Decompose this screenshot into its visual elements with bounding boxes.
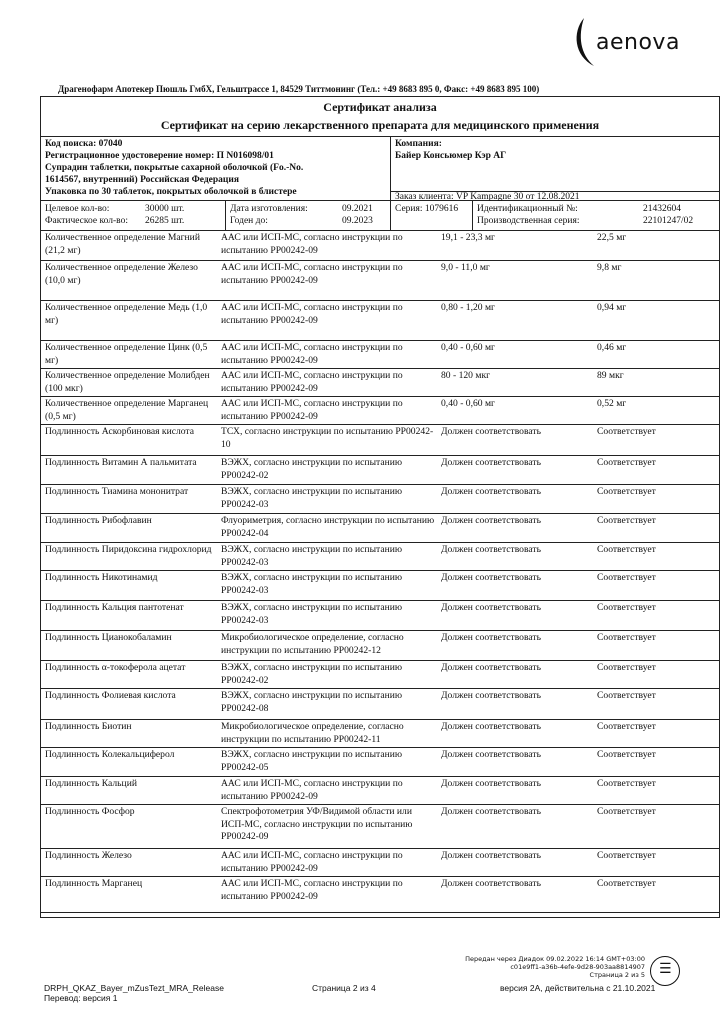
test-specification: Должен соответствовать	[441, 426, 541, 437]
test-name: Подлинность Марганец	[45, 878, 143, 889]
table-row	[41, 777, 719, 805]
table-row	[41, 485, 719, 514]
test-specification: Должен соответствовать	[441, 806, 541, 817]
client-order: Заказ клиента: VP Kampagne 30 от 12.08.2021	[391, 191, 719, 203]
test-method: ААС или ИСП-МС, согласно инструкции по испытанию PP00242-09	[221, 778, 403, 802]
exp-date-value: 09.2023	[342, 216, 373, 226]
test-specification: Должен соответствовать	[441, 749, 541, 760]
test-method: ТСХ, согласно инструкции по испытанию PP00242-10	[221, 426, 434, 450]
test-name: Количественное определение Железо (10,0 мг)	[45, 262, 198, 286]
test-result: Соответствует	[597, 515, 656, 526]
test-name: Подлинность Железо	[45, 850, 132, 861]
test-result: Соответствует	[597, 749, 656, 760]
document-stamp-icon: ☰	[650, 956, 680, 986]
test-result: Соответствует	[597, 486, 656, 497]
test-specification: Должен соответствовать	[441, 486, 541, 497]
product-name-line1: Супрадин таблетки, покрытые сахарной оболочкой (Fo.-No.	[45, 163, 304, 173]
table-row	[41, 543, 719, 571]
test-name: Количественное определение Медь (1,0 мг)	[45, 302, 208, 326]
test-specification: 9,0 - 11,0 мг	[441, 262, 490, 273]
test-specification: Должен соответствовать	[441, 850, 541, 861]
table-row	[41, 301, 719, 341]
company-value: Байер Консьюмер Кэр АГ	[395, 151, 507, 161]
table-row	[41, 849, 719, 877]
test-method: ААС или ИСП-МС, согласно инструкции по испытанию PP00242-09	[221, 850, 403, 874]
test-name: Подлинность Тиамина мононитрат	[45, 486, 189, 497]
test-method: Флуориметрия, согласно инструкции по испытанию PP00242-04	[221, 515, 435, 539]
test-result: Соответствует	[597, 426, 656, 437]
test-method: ААС или ИСП-МС, согласно инструкции по испытанию PP00242-09	[221, 232, 403, 256]
table-row	[41, 261, 719, 301]
production-batch-label: Производственная серия:	[477, 216, 580, 226]
certificate-subtitle: Сертификат на серию лекарственного препарата для медицинского применения	[160, 118, 600, 132]
footer-version: версия 2А, действительна с 21.10.2021	[500, 983, 656, 993]
table-row	[41, 456, 719, 485]
table-row	[41, 720, 719, 748]
certificate-title: Сертификат анализа	[323, 100, 437, 114]
test-method: Микробиологическое определение, согласно инструкции по испытанию PP00242-11	[221, 721, 404, 745]
company-address-line: Драгенофарм Апотекер Пюшль ГмбХ, Гельштрассе 1, 84529 Титтмонинг (Тел.: +49 8683 895 0, Факс: +49 8683 895 100)	[58, 84, 540, 94]
test-result: Соответствует	[597, 544, 656, 555]
registration-number: Регистрационное удостоверение номер: П N016098/01	[45, 151, 274, 161]
id-cell	[473, 201, 719, 231]
test-result: 89 мкг	[597, 370, 624, 381]
test-method: ВЭЖХ, согласно инструкции по испытанию PP00242-02	[221, 662, 403, 686]
table-row	[41, 805, 719, 849]
production-batch-value: 22101247/02	[643, 216, 694, 226]
table-row	[41, 397, 719, 425]
table-row	[41, 425, 719, 456]
id-label: Идентификационный №:	[477, 204, 578, 214]
test-results-table	[41, 231, 719, 913]
table-row	[41, 341, 719, 369]
target-qty-value: 30000 шт.	[145, 204, 185, 214]
target-qty-label: Целевое кол-во:	[45, 204, 110, 214]
test-specification: 0,40 - 0,60 мг	[441, 342, 495, 353]
table-row	[41, 514, 719, 543]
table-row	[41, 369, 719, 397]
company-info	[391, 137, 719, 201]
stamp-line3: Страница 2 из 5	[589, 971, 645, 979]
company-label: Компания:	[395, 139, 442, 149]
test-result: Соответствует	[597, 878, 656, 889]
stamp-line2: c01e9ff1-a36b-4efe-9d28-903aa8814907	[510, 963, 645, 971]
quantity-labels	[41, 201, 226, 231]
test-specification: Должен соответствовать	[441, 572, 541, 583]
batch-number: Серия: 1079616	[395, 204, 459, 214]
table-row	[41, 748, 719, 777]
stamp-line1: Передан через Диадок 09.02.2022 16:14 GMT+03:00	[465, 955, 645, 963]
test-method: ААС или ИСП-МС, согласно инструкции по испытанию PP00242-09	[221, 398, 403, 422]
test-specification: 80 - 120 мкг	[441, 370, 491, 381]
test-specification: Должен соответствовать	[441, 632, 541, 643]
test-name: Подлинность Биотин	[45, 721, 132, 732]
test-result: Соответствует	[597, 721, 656, 732]
test-name: Подлинность α-токоферола ацетат	[45, 662, 186, 673]
test-specification: 19,1 - 23,3 мг	[441, 232, 495, 243]
date-cell	[226, 201, 391, 231]
test-specification: Должен соответствовать	[441, 778, 541, 789]
test-result: Соответствует	[597, 662, 656, 673]
search-code: Код поиска: 07040	[45, 139, 123, 149]
test-result: 0,46 мг	[597, 342, 627, 353]
mfg-date-value: 09.2021	[342, 204, 373, 214]
test-method: ААС или ИСП-МС, согласно инструкции по испытанию PP00242-09	[221, 878, 403, 902]
test-result: 22,5 мг	[597, 232, 627, 243]
test-specification: 0,40 - 0,60 мг	[441, 398, 495, 409]
test-result: Соответствует	[597, 602, 656, 613]
test-name: Подлинность Рибофлавин	[45, 515, 152, 526]
table-row	[41, 601, 719, 631]
test-specification: Должен соответствовать	[441, 602, 541, 613]
footer-left	[44, 983, 224, 1003]
table-row	[41, 631, 719, 661]
test-result: 0,52 мг	[597, 398, 627, 409]
test-result: Соответствует	[597, 457, 656, 468]
test-method: ААС или ИСП-МС, согласно инструкции по испытанию PP00242-09	[221, 262, 403, 286]
edo-transfer-stamp	[430, 955, 645, 979]
product-name-line2: 1614567, внутренний) Российская Федерация	[45, 175, 239, 185]
batch-cell	[391, 201, 473, 231]
aenova-logo	[570, 14, 695, 72]
test-method: ВЭЖХ, согласно инструкции по испытанию PP00242-05	[221, 749, 403, 773]
test-name: Количественное определение Молибден (100 мкг)	[45, 370, 210, 394]
test-result: Соответствует	[597, 778, 656, 789]
test-name: Подлинность Цианокобаламин	[45, 632, 172, 643]
test-name: Подлинность Кальция пантотенат	[45, 602, 184, 613]
test-specification: Должен соответствовать	[441, 878, 541, 889]
test-method: ВЭЖХ, согласно инструкции по испытанию PP00242-08	[221, 690, 403, 714]
table-row	[41, 661, 719, 689]
test-name: Подлинность Колекальциферол	[45, 749, 175, 760]
certificate-header	[41, 97, 719, 137]
test-specification: Должен соответствовать	[441, 721, 541, 732]
test-method: Спектрофотометрия УФ/Видимой области или ИСП-МС, согласно инструкции по испытанию PP00242-09	[221, 806, 413, 842]
test-result: Соответствует	[597, 690, 656, 701]
exp-date-label: Годен до:	[230, 216, 268, 226]
test-result: Соответствует	[597, 632, 656, 643]
test-method: ВЭЖХ, согласно инструкции по испытанию PP00242-03	[221, 486, 403, 510]
test-name: Подлинность Фолиевая кислота	[45, 690, 176, 701]
table-row	[41, 689, 719, 720]
test-name: Количественное определение Цинк (0,5 мг)	[45, 342, 208, 366]
actual-qty-value: 26285 шт.	[145, 216, 185, 226]
quantity-row	[41, 201, 719, 231]
test-specification: 0,80 - 1,20 мг	[441, 302, 495, 313]
test-result: Соответствует	[597, 572, 656, 583]
test-name: Подлинность Пиридоксина гидрохлорид	[45, 544, 212, 555]
test-name: Подлинность Аскорбиновая кислота	[45, 426, 194, 437]
test-specification: Должен соответствовать	[441, 544, 541, 555]
footer-translation: Перевод: версия 1	[44, 993, 118, 1003]
mfg-date-label: Дата изготовления:	[230, 204, 308, 214]
test-name: Подлинность Кальций	[45, 778, 137, 789]
footer-page-number: Страница 2 из 4	[312, 983, 376, 993]
table-row	[41, 571, 719, 601]
test-method: ААС или ИСП-МС, согласно инструкции по испытанию PP00242-09	[221, 302, 403, 326]
id-value: 21432604	[643, 204, 681, 214]
packaging-info: Упаковка по 30 таблеток, покрытых оболочкой в блистере	[45, 187, 297, 197]
test-method: ВЭЖХ, согласно инструкции по испытанию PP00242-03	[221, 544, 403, 568]
test-result: 9,8 мг	[597, 262, 622, 273]
footer-doc-id: DRPH_QKAZ_Bayer_mZusTezt_MRA_Release	[44, 983, 224, 993]
test-method: ААС или ИСП-МС, согласно инструкции по испытанию PP00242-09	[221, 342, 403, 366]
table-row	[41, 231, 719, 261]
test-specification: Должен соответствовать	[441, 515, 541, 526]
test-name: Подлинность Никотинамид	[45, 572, 158, 583]
test-result: 0,94 мг	[597, 302, 627, 313]
test-method: ААС или ИСП-МС, согласно инструкции по испытанию PP00242-09	[221, 370, 403, 394]
logo-text: aenova	[596, 30, 680, 55]
test-name: Количественное определение Марганец (0,5 мг)	[45, 398, 209, 422]
test-method: ВЭЖХ, согласно инструкции по испытанию PP00242-03	[221, 602, 403, 626]
table-row	[41, 877, 719, 913]
test-result: Соответствует	[597, 850, 656, 861]
test-method: Микробиологическое определение, согласно инструкции по испытанию PP00242-12	[221, 632, 404, 656]
test-method: ВЭЖХ, согласно инструкции по испытанию PP00242-02	[221, 457, 403, 481]
test-name: Подлинность Фосфор	[45, 806, 135, 817]
test-result: Соответствует	[597, 806, 656, 817]
test-name: Количественное определение Магний (21,2 мг)	[45, 232, 200, 256]
test-specification: Должен соответствовать	[441, 690, 541, 701]
test-method: ВЭЖХ, согласно инструкции по испытанию PP00242-03	[221, 572, 403, 596]
product-info	[41, 137, 391, 201]
certificate-frame	[40, 96, 720, 918]
test-name: Подлинность Витамин А пальмитата	[45, 457, 197, 468]
actual-qty-label: Фактическое кол-во:	[45, 216, 128, 226]
test-specification: Должен соответствовать	[441, 662, 541, 673]
test-specification: Должен соответствовать	[441, 457, 541, 468]
